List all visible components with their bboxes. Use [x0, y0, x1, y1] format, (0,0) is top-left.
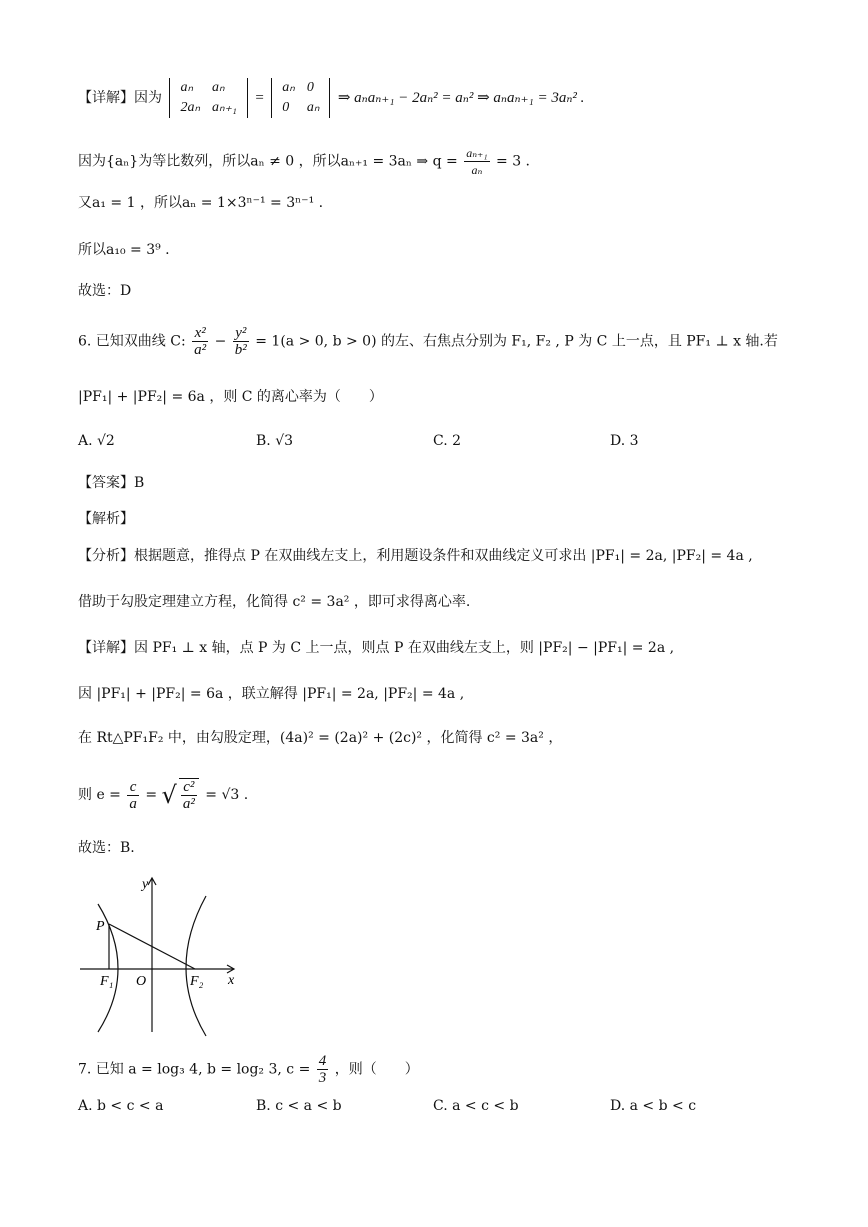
- ratio-fraction: [464, 145, 489, 178]
- eccentricity-fraction: [127, 779, 139, 812]
- fraction-denominator: 3: [318, 1070, 327, 1086]
- question-6-line2: |PF₁| + |PF₂| = 6a ，则 C 的离心率为（ ）: [78, 389, 383, 405]
- ratio-end: = 3 .: [496, 153, 531, 170]
- minus-sign: −: [214, 333, 227, 350]
- detail-line-4: [78, 778, 248, 812]
- question-7-stem: [78, 1053, 419, 1086]
- determinant-right: [271, 78, 330, 118]
- option-a: A. √2: [78, 433, 115, 449]
- option-c: C. 2: [433, 433, 462, 449]
- equals-sign: =: [145, 787, 158, 803]
- question-7-prefix: 7. 已知 a = log₃ 4, b = log₂ 3, c =: [78, 1061, 311, 1078]
- hyperbola-fraction-x: [192, 325, 208, 358]
- question-7-end: ，则（ ）: [334, 1061, 419, 1078]
- question-6-prefix: 6. 已知双曲线 C:: [78, 333, 186, 350]
- sqrt-fraction: [179, 778, 199, 812]
- question-7-fraction: [317, 1053, 329, 1086]
- option-b: B. √3: [256, 433, 294, 449]
- solution-line-determinant: [78, 78, 584, 118]
- origin-label: O: [136, 974, 147, 989]
- derivation-tail: ⇒ aₙaₙ₊₁ − 2aₙ² = aₙ² ⇒ aₙaₙ₊₁ = 3aₙ² .: [337, 90, 585, 106]
- fraction-numerator: aₙ₊₁: [466, 146, 488, 160]
- solution-label: 【详解】因为: [78, 90, 162, 106]
- det-cell: aₙ: [212, 80, 225, 95]
- det-cell: 0: [282, 100, 290, 115]
- determinant-left: [169, 78, 247, 118]
- detail-line-3: 在 Rt△PF₁F₂ 中，由勾股定理，(4a)² = (2a)² + (2c)² ，化简得 c² = 3a² ，: [78, 730, 563, 746]
- solution-choice: 故选：D: [78, 283, 132, 299]
- point-f2-label: F₂: [190, 974, 204, 989]
- fraction-denominator: a²: [182, 796, 195, 812]
- question-6-rest: = 1(a > 0, b > 0) 的左、右焦点分别为 F₁, F₂ , P 为 C 上一点，且 PF₁ ⊥ x 轴.若: [255, 333, 778, 350]
- det-cell: aₙ: [180, 80, 194, 95]
- ratio-text: 因为{aₙ}为等比数列，所以aₙ ≠ 0 ，所以aₙ₊₁ = 3aₙ ⇒ q =: [78, 153, 458, 170]
- solution-line-a10: 所以a₁₀ = 3⁹ .: [78, 242, 170, 258]
- question-6-stem: [78, 325, 778, 358]
- analysis-line-1: 【分析】根据题意，推得点 P 在双曲线左支上，利用题设条件和双曲线定义可求出 |PF₁| = 2a, |PF₂| = 4a ,: [78, 548, 753, 564]
- option-d: D. 3: [610, 433, 639, 449]
- det-cell: 0: [306, 80, 314, 95]
- point-f1-label: F₁: [100, 974, 114, 989]
- answer-line: 【答案】B: [78, 475, 145, 491]
- q7-option-c: C. a < c < b: [433, 1098, 519, 1114]
- eccentricity-prefix: 则 e =: [78, 787, 121, 803]
- x-axis-label: x: [228, 973, 235, 988]
- fraction-denominator: b²: [234, 342, 247, 358]
- q7-option-b: B. c < a < b: [256, 1098, 342, 1114]
- fraction-numerator: x²: [192, 325, 208, 342]
- q7-option-d: D. a < b < c: [610, 1098, 697, 1114]
- y-axis-label: y: [142, 877, 149, 892]
- q7-option-a: A. b < c < a: [78, 1098, 164, 1114]
- fraction-numerator: 4: [318, 1053, 327, 1069]
- analysis-line-2: 借助于勾股定理建立方程，化简得 c² = 3a² ，即可求得离心率.: [78, 594, 471, 610]
- detail-choice: 故选：B.: [78, 840, 135, 856]
- fraction-denominator: a: [129, 795, 137, 812]
- det-cell: aₙ₊₁: [212, 100, 237, 115]
- solution-line-general-term: 又a₁ = 1 ，所以aₙ = 1×3ⁿ⁻¹ = 3ⁿ⁻¹ .: [78, 195, 324, 211]
- analysis-heading: 【解析】: [78, 511, 134, 527]
- fraction-denominator: aₙ: [471, 163, 483, 177]
- hyperbola-fraction-y: [233, 325, 249, 358]
- det-cell: aₙ: [282, 80, 295, 95]
- fraction-numerator: y²: [233, 325, 249, 342]
- sqrt-sign: √: [161, 781, 177, 809]
- det-cell: 2aₙ: [180, 100, 201, 115]
- detail-line-2: 因 |PF₁| + |PF₂| = 6a ，联立解得 |PF₁| = 2a, |PF₂| = 4a ,: [78, 686, 465, 702]
- point-p-label: P: [96, 919, 105, 934]
- equals-sign: =: [255, 90, 264, 106]
- detail-line-1: 【详解】因 PF₁ ⊥ x 轴，点 P 为 C 上一点，则点 P 在双曲线左支上，则 |PF₂| − |PF₁| = 2a ,: [78, 640, 675, 656]
- fraction-numerator: c: [127, 779, 139, 796]
- fraction-denominator: a²: [194, 342, 207, 358]
- fraction-numerator: c²: [181, 779, 197, 796]
- hyperbola-figure: [74, 872, 244, 1042]
- det-cell: aₙ: [306, 100, 320, 115]
- eccentricity-end: = √3 .: [205, 787, 249, 803]
- solution-line-ratio: [78, 145, 530, 178]
